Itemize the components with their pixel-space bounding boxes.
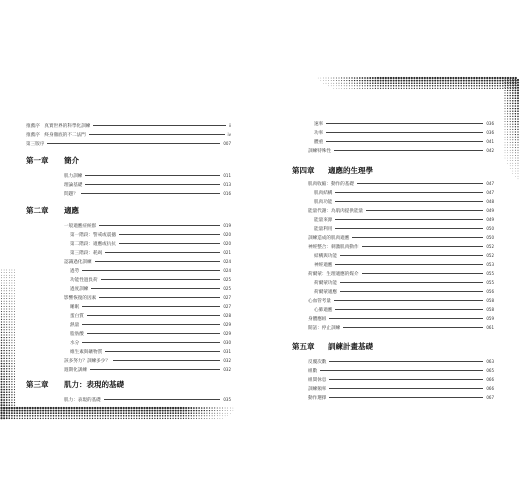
right-page xyxy=(260,0,520,500)
toc-entry[interactable]: 荷爾蒙：生理適應的媒介 055 xyxy=(308,271,494,277)
chapter-1-number: 第一章 xyxy=(26,156,49,165)
dot-leader xyxy=(113,360,220,361)
dot-leader xyxy=(82,270,220,271)
toc-entry[interactable]: 能量來源 049 xyxy=(314,217,494,223)
dot-leader xyxy=(47,143,220,144)
toc-entry[interactable]: 神經整合：刺激肌肉動作 052 xyxy=(308,244,494,250)
dot-leader xyxy=(99,225,220,226)
toc-entry[interactable]: 荷爾蒙適應 056 xyxy=(314,289,494,295)
dot-leader xyxy=(326,132,483,133)
toc-entry-preface[interactable]: 第三版序 007 xyxy=(26,141,231,147)
dot-leader xyxy=(352,237,483,238)
chapter-1-title: 簡介 xyxy=(64,156,79,165)
dot-leader xyxy=(334,300,483,301)
dot-leader xyxy=(95,261,221,262)
toc-entry[interactable]: 脂肪酸 029 xyxy=(70,331,231,337)
dot-leader xyxy=(119,234,220,235)
dot-leader xyxy=(82,324,220,325)
chapter-2-title: 適應 xyxy=(64,206,79,215)
toc-entry[interactable]: 週期化訓練 032 xyxy=(64,367,231,373)
dot-leader xyxy=(320,370,483,371)
dot-leader xyxy=(90,369,220,370)
toc-entry[interactable]: 訓練造成的肌肉適應 050 xyxy=(308,235,494,241)
dot-leader xyxy=(335,192,483,193)
toc-entry[interactable]: 開話：停止訓練 061 xyxy=(308,325,494,331)
dot-leader xyxy=(357,183,483,184)
dot-leader xyxy=(89,134,225,135)
dot-leader xyxy=(334,150,483,151)
toc-entry[interactable]: 訓練特殊性 042 xyxy=(308,148,494,154)
chapter-5-number: 第五章 xyxy=(292,342,315,351)
toc-entry-foreword-1[interactable]: 推薦序 真實世界的科學化訓練 ii xyxy=(26,123,231,129)
toc-entry[interactable]: 第一階段：警戒或震撼 020 xyxy=(70,232,231,238)
toc-entry[interactable]: 肌肉結構 047 xyxy=(314,190,494,196)
dot-leader xyxy=(81,193,221,194)
dot-leader xyxy=(340,282,483,283)
toc-entry[interactable]: 組間休息 066 xyxy=(308,377,494,383)
toc-entry[interactable]: 肌力訓練 011 xyxy=(64,173,231,179)
toc-entry[interactable]: 認識過化訓練 024 xyxy=(64,259,231,265)
dot-leader xyxy=(340,255,483,256)
toc-entry[interactable]: 肌肉功能 048 xyxy=(314,199,494,205)
toc-entry[interactable]: 反覆次數 063 xyxy=(308,359,494,365)
dot-leader xyxy=(329,361,483,362)
toc-entry[interactable]: 能量代謝：為肌肉提供能量 049 xyxy=(308,208,494,214)
toc-entry[interactable]: 熱量 029 xyxy=(70,322,231,328)
toc-entry-foreword-2[interactable]: 推薦序 終身徹底的不二法門 iv xyxy=(26,132,231,138)
dot-leader xyxy=(335,264,483,265)
toc-entry[interactable]: 動作選擇 067 xyxy=(308,395,494,401)
dot-leader xyxy=(105,351,220,352)
toc-entry[interactable]: 第三階段：耗竭 021 xyxy=(70,250,231,256)
dot-leader xyxy=(335,228,483,229)
toc-entry[interactable]: 蛋白質 028 xyxy=(70,313,231,319)
dot-leader xyxy=(104,399,221,400)
chapter-5-title: 訓練計畫基礎 xyxy=(328,342,373,351)
toc-entry[interactable]: 神經適應 053 xyxy=(314,262,494,268)
toc-entry[interactable]: 身體應組 059 xyxy=(308,316,494,322)
toc-entry[interactable]: 肌力：表現的基礎 035 xyxy=(64,397,231,403)
dot-leader xyxy=(335,309,483,310)
chapter-2-number: 第二章 xyxy=(26,206,49,215)
toc-entry[interactable]: 訓練頻率 066 xyxy=(308,386,494,392)
dot-leader xyxy=(340,291,483,292)
dot-leader xyxy=(82,306,220,307)
toc-entry[interactable]: 理論基礎 013 xyxy=(64,182,231,188)
dot-leader xyxy=(329,397,483,398)
toc-entry[interactable]: 功率 036 xyxy=(314,130,494,136)
dot-leader xyxy=(101,279,221,280)
dot-leader xyxy=(362,246,484,247)
toc-entry[interactable]: 水分 030 xyxy=(70,340,231,346)
dot-leader xyxy=(329,318,483,319)
dot-leader xyxy=(335,219,483,220)
dot-leader xyxy=(326,123,483,124)
dot-leader xyxy=(335,201,483,202)
toc-entry[interactable]: 速率 036 xyxy=(314,121,494,127)
chapter-4-number: 第四章 xyxy=(292,166,315,175)
toc-entry[interactable]: 睡眠 027 xyxy=(70,304,231,310)
dot-leader xyxy=(326,141,483,142)
dot-leader xyxy=(119,243,220,244)
dot-leader xyxy=(85,184,220,185)
dot-leader xyxy=(362,273,484,274)
dot-leader xyxy=(329,379,483,380)
toc-entry[interactable]: 過勞 024 xyxy=(70,268,231,274)
toc-entry[interactable]: 能量利用 050 xyxy=(314,226,494,232)
dot-leader xyxy=(93,125,225,126)
toc-entry[interactable]: 荷爾蒙功能 055 xyxy=(314,280,494,286)
toc-entry[interactable]: 維生素與礦物質 031 xyxy=(70,349,231,355)
chapter-3-number: 第三章 xyxy=(26,380,49,389)
toc-entry[interactable]: 該多努力？訓練多少？ 032 xyxy=(64,358,231,364)
dot-leader xyxy=(343,327,483,328)
toc-entry[interactable]: 第二階段：適應或抗抗 020 xyxy=(70,241,231,247)
toc-entry[interactable]: 問題？ 016 xyxy=(64,191,231,197)
toc-entry[interactable]: 肌肉收縮：動作的基礎 047 xyxy=(308,181,494,187)
toc-entry[interactable]: 心肺適應 058 xyxy=(314,307,494,313)
chapter-4-title: 適應的生理學 xyxy=(328,166,373,175)
toc-entry[interactable]: 組數 065 xyxy=(308,368,494,374)
toc-entry[interactable]: 過度訓練 025 xyxy=(70,286,231,292)
dot-leader xyxy=(105,252,220,253)
toc-entry[interactable]: 體重 041 xyxy=(314,139,494,145)
chapter-3-title: 肌力：表現的基礎 xyxy=(64,380,124,389)
toc-entry[interactable]: 功能性過負荷 025 xyxy=(70,277,231,283)
dot-leader xyxy=(329,388,483,389)
dot-leader xyxy=(91,288,220,289)
dot-leader xyxy=(87,333,221,334)
dot-leader xyxy=(366,210,483,211)
toc-entry[interactable]: 一般適應症候群 019 xyxy=(64,223,231,229)
dot-leader xyxy=(85,175,220,176)
toc-entry[interactable]: 影響恢復的因素 027 xyxy=(64,295,231,301)
dot-leader xyxy=(82,342,220,343)
toc-entry[interactable]: 結構與功能 052 xyxy=(314,253,494,259)
dot-leader xyxy=(87,315,221,316)
dot-leader xyxy=(99,297,220,298)
toc-entry[interactable]: 心血管考量 058 xyxy=(308,298,494,304)
